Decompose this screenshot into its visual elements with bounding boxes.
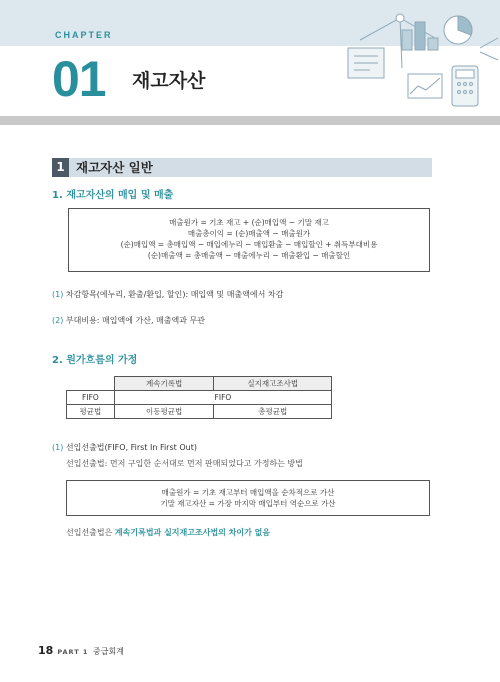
formula-box — [68, 208, 430, 272]
note-marker: (1) — [52, 290, 64, 299]
chapter-title: 재고자산 — [132, 70, 206, 92]
item-description: 선입선출법: 먼저 구입한 순서대로 먼저 판매되었다고 가정하는 방법 — [66, 459, 303, 468]
table-row-label: FIFO — [67, 391, 115, 405]
formula-line: 매출원가 = 기초 재고부터 매입액을 순차적으로 가산 — [161, 488, 335, 497]
subsection-title: 2. 원가흐름의 가정 — [52, 355, 138, 366]
item-heading — [52, 442, 197, 453]
note-item — [52, 289, 283, 300]
chapter-illustration — [340, 8, 500, 116]
table-cell: FIFO — [114, 391, 331, 405]
cost-flow-table — [66, 376, 332, 419]
conclusion-prefix: 선입선출법은 — [66, 528, 115, 537]
conclusion-text — [66, 527, 270, 538]
note-item — [52, 315, 205, 326]
table-corner — [67, 377, 115, 391]
table-cell: 총평균법 — [214, 405, 332, 419]
formula-line: (순)매출액 = 총매출액 − 매출에누리 − 매출환입 − 매출할인 — [147, 251, 351, 260]
section-number: 1 — [52, 158, 69, 177]
table-cell: 이동평균법 — [114, 405, 214, 419]
item-marker: (1) — [52, 443, 64, 452]
conclusion-highlight: 계속기록법과 실지재고조사법의 차이가 없음 — [114, 527, 271, 537]
note-text: 부대비용: 매입액에 가산, 매출액과 무관 — [63, 316, 205, 325]
table-header: 계속기록법 — [114, 377, 214, 391]
table-header: 실지재고조사법 — [214, 377, 332, 391]
formula-line: 매출총이익 = (순)매출액 − 매출원가 — [187, 229, 311, 238]
page-number: 18 — [38, 644, 54, 657]
formula-line: (순)매입액 = 총매입액 − 매입에누리 − 매입환출 − 매입할인 + 취득부대비용 — [120, 240, 378, 249]
part-label: PART 1 — [57, 648, 89, 656]
chapter-number: 01 — [52, 51, 106, 107]
subject-label: 중급회계 — [93, 647, 124, 656]
page-footer — [38, 644, 124, 657]
table-header-row — [67, 377, 332, 391]
chapter-divider — [0, 116, 500, 125]
item-title: 선입선출법(FIFO, First In First Out) — [63, 443, 197, 452]
note-marker: (2) — [52, 316, 64, 325]
formula-line: 기말 재고자산 = 가장 마지막 매입부터 역순으로 가산 — [160, 499, 336, 508]
section-title: 재고자산 일반 — [76, 160, 153, 175]
fifo-formula-box — [66, 480, 430, 516]
table-row — [67, 405, 332, 419]
note-text: 차감항목(에누리, 환출/환입, 할인): 매입액 및 매출액에서 차감 — [63, 290, 284, 299]
subsection-title: 1. 재고자산의 매입 및 매출 — [52, 190, 174, 201]
table-row-label: 평균법 — [67, 405, 115, 419]
formula-line: 매출원가 = 기초 재고 + (순)매입액 − 기말 재고 — [169, 218, 329, 227]
table-row — [67, 391, 332, 405]
chapter-label: CHAPTER — [55, 30, 113, 40]
